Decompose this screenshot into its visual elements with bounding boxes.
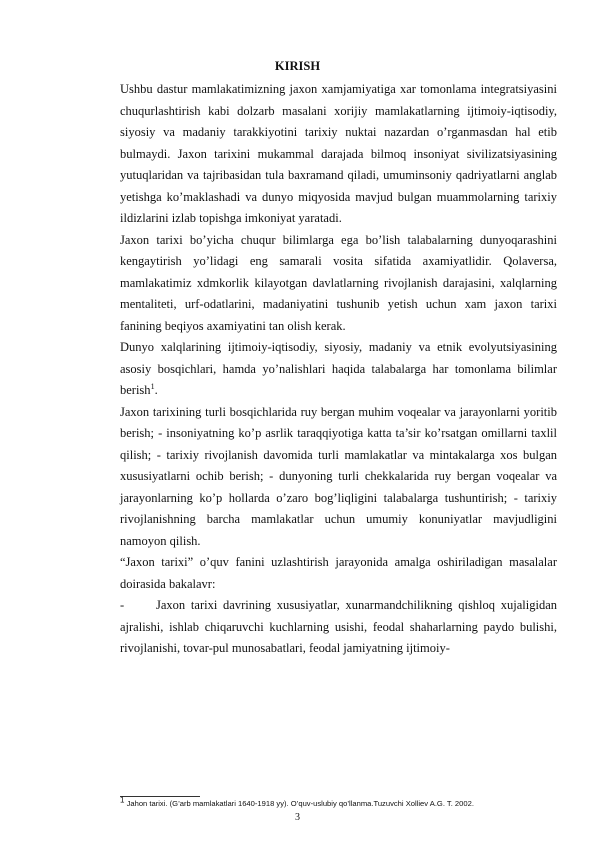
bullet-item — [84, 595, 557, 660]
bullet-text: Jaxon tarixi davrining xususiyatlar, xunarmandchilikning qishloq xujaligidan ajralishi, ishlab chiqaruvchi kuchlarning usishi, feodal shaharlarning paydo bulishi, rivojlanishi, tovar-pul munosabatlari, feodal jamiyatning ijtimoiy- — [120, 598, 557, 655]
paragraph-5 — [84, 552, 557, 595]
paragraph-3-tail: . — [154, 383, 158, 397]
page-number: 3 — [295, 812, 300, 823]
paragraph-1 — [84, 79, 557, 230]
paragraph-5-text: “Jaxon tarixi” o’quv fanini uzlashtirish jarayonida amalga oshiriladigan masalalar doirasida bakalavr: — [120, 555, 557, 591]
footnote — [120, 795, 560, 809]
paragraph-2 — [84, 230, 557, 338]
bullet-marker: - — [120, 598, 125, 612]
paragraph-4-text: Jaxon tarixining turli bosqichlarida ruy bergan muhim voqealar va jarayonlarni yoritib berish; - insoniyatning ko’p asrlik taraqqiyotiga katta ta’sir ko’rsatgan omillarni taxlil qilish; - tarixiy rivojlanish davomida turli mamlakatlar va mintakalarga xos bulgan xususiyatlarni ochib berish; - dunyoning turli chekkalarida ruy bergan voqealar va jarayonlarning ko’p hollarda o’zaro bog’liqligini talabalarga tushuntirish; - tarixiy rivojlanishning barcha mamlakatlar uchun umumiy konuniyatlar mavjudligini namoyon qilish. — [120, 404, 557, 548]
footnote-text: Jahon tarixi. (G’arb mamlakatlari 1640-1918 yy). O’quv-uslubiy qo’llanma.Tuzuvchi Xolliev A.G. T. 2002. — [126, 799, 474, 808]
paragraph-3-text: Dunyo xalqlarining ijtimoiy-iqtisodiy, siyosiy, madaniy va etnik evolyutsiyasining asosiy bosqichlari, hamda yo’nalishlari haqida talabalarga har tomonlama bilimlar berish — [120, 340, 557, 397]
body-text — [120, 79, 557, 660]
footnote-divider — [120, 796, 200, 797]
page-title: KIRISH — [274, 59, 321, 73]
paragraph-2-text: Jaxon tarixi bo’yicha chuqur bilimlarga ega bo’lish talabalarning dunyoqarashini kengaytirish yo’lidagi eng samarali vosita sifatida axamiyatlidir. Qolaversa, mamlakatimiz xdmkorlik kilayotgan davlatlarning rivojlanish darajasini, xalqlarning mentaliteti, urf-odatlarini, madaniyatini tushunib yetish uchun xam jaxon tarixi fanining beqiyos axamiyatini tan olish kerak. — [120, 232, 557, 333]
footnote-number: 1 — [120, 795, 125, 805]
paragraph-1-text: Ushbu dastur mamlakatimizning jaxon xamjamiyatiga xar tomonlama integratsiyasini chuqurlashtirish kabi dolzarb masalani xorijiy mamlakatlarning ijtimoiy-iqtisodiy, siyosiy va madaniy tarakkiyotini tarixiy nuktai nazardan o’rganmasdan hal etib bulmaydi. Jaxon tarixini mukammal darajada bilmoq insoniyat sivilizatsiyasining yutuqlaridan va tajribasidan tula baxramand qiladi, umuminsoniy qadriyatlarni anglab yetishga ko’maklashadi va dunyo miqyosida mavjud bulgan muammolarning tarixiy ildizlarini izlab topishga imkoniyat yaratadi. — [120, 82, 557, 225]
paragraph-3 — [84, 337, 557, 402]
footnote-reference[interactable]: 1 — [150, 381, 155, 391]
paragraph-4 — [84, 402, 557, 553]
